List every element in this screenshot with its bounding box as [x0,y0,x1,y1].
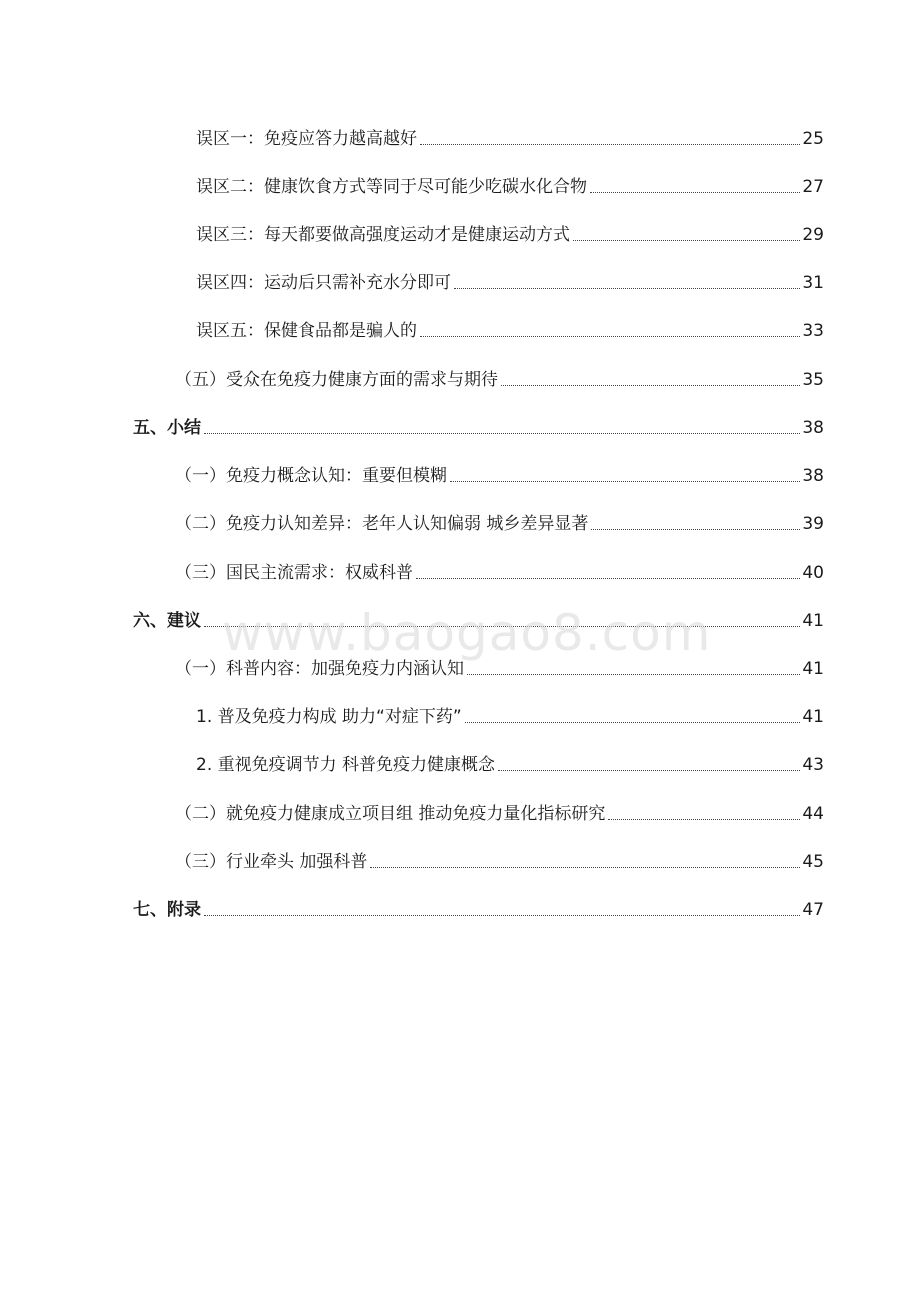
toc-entry-industry-lead[interactable] [175,843,824,873]
toc-entry-summary[interactable] [133,409,824,439]
toc-page-number: 44 [802,804,824,824]
toc-entry-audience-needs[interactable] [175,361,824,391]
toc-entry-title: （二）免疫力认知差异：老年人认知偏弱 城乡差异显著 [175,514,589,534]
toc-entry-title: 六、建议 [133,611,201,631]
toc-page-number: 41 [802,611,824,631]
toc-dot-leader [498,770,800,771]
toc-entry-title: （三）行业牵头 加强科普 [175,852,368,872]
toc-dot-leader [204,915,800,916]
toc-entry-title: （三）国民主流需求：权威科普 [175,563,413,583]
toc-entry-project-group[interactable] [175,795,824,825]
toc-page-number: 39 [802,514,824,534]
toc-entry-title: 误区二：健康饮食方式等同于尽可能少吃碳水化合物 [196,177,587,197]
toc-dot-leader [416,578,800,579]
toc-dot-leader [590,192,800,193]
toc-page-number: 33 [802,321,824,341]
toc-entry-title: 七、附录 [133,900,201,920]
toc-entry-immunity-composition[interactable] [196,698,824,728]
toc-entry-title: 1. 普及免疫力构成 助力“对症下药” [196,707,462,727]
toc-entry-title: 2. 重视免疫调节力 科普免疫力健康概念 [196,755,496,775]
toc-dot-leader [465,722,801,723]
toc-dot-leader [454,288,800,289]
toc-dot-leader [420,144,800,145]
toc-entry-misconception-3[interactable] [196,216,824,246]
toc-entry-title: 误区四：运动后只需补充水分即可 [196,273,451,293]
toc-entry-appendix[interactable] [133,891,824,921]
toc-page-number: 41 [802,707,824,727]
toc-page-number: 43 [802,755,824,775]
toc-entry-misconception-1[interactable] [196,120,824,150]
toc-dot-leader [420,336,800,337]
toc-page-number: 35 [802,370,824,390]
toc-entry-title: 误区五：保健食品都是骗人的 [196,321,417,341]
toc-dot-leader [467,674,800,675]
watermark: www.baogao8.com [222,604,712,662]
toc-entry-title: （二）就免疫力健康成立项目组 推动免疫力量化指标研究 [175,804,606,824]
toc-entry-misconception-5[interactable] [196,312,824,342]
toc-entry-title: （五）受众在免疫力健康方面的需求与期待 [175,370,498,390]
toc-page-number: 41 [802,659,824,679]
toc-page-number: 47 [802,900,824,920]
toc-entry-title: （一）免疫力概念认知：重要但模糊 [175,466,447,486]
toc-entry-cognition-differences[interactable] [175,505,824,535]
toc-dot-leader [591,529,800,530]
toc-dot-leader [573,240,800,241]
toc-page-number: 29 [802,225,824,245]
toc-entry-title: 误区三：每天都要做高强度运动才是健康运动方式 [196,225,570,245]
toc-page-number: 27 [802,177,824,197]
toc-dot-leader [450,481,800,482]
toc-dot-leader [501,385,800,386]
toc-entry-recommendations[interactable] [133,602,824,632]
toc-entry-mainstream-demand[interactable] [175,554,824,584]
toc-page-number: 31 [802,273,824,293]
toc-page-number: 25 [802,129,824,149]
toc-page-number: 38 [802,466,824,486]
toc-page-number: 40 [802,563,824,583]
toc-entry-title: 误区一：免疫应答力越高越好 [196,129,417,149]
toc-entry-misconception-2[interactable] [196,168,824,198]
toc-entry-science-content[interactable] [175,650,824,680]
toc-dot-leader [608,819,800,820]
toc-dot-leader [204,626,800,627]
toc-entry-immune-regulation[interactable] [196,746,824,776]
toc-page-number: 38 [802,418,824,438]
toc-dot-leader [204,433,800,434]
toc-entry-misconception-4[interactable] [196,264,824,294]
toc-entry-concept-cognition[interactable] [175,457,824,487]
toc-entry-title: 五、小结 [133,418,201,438]
toc-page-number: 45 [802,852,824,872]
toc-dot-leader [370,867,800,868]
toc-entry-title: （一）科普内容：加强免疫力内涵认知 [175,659,464,679]
